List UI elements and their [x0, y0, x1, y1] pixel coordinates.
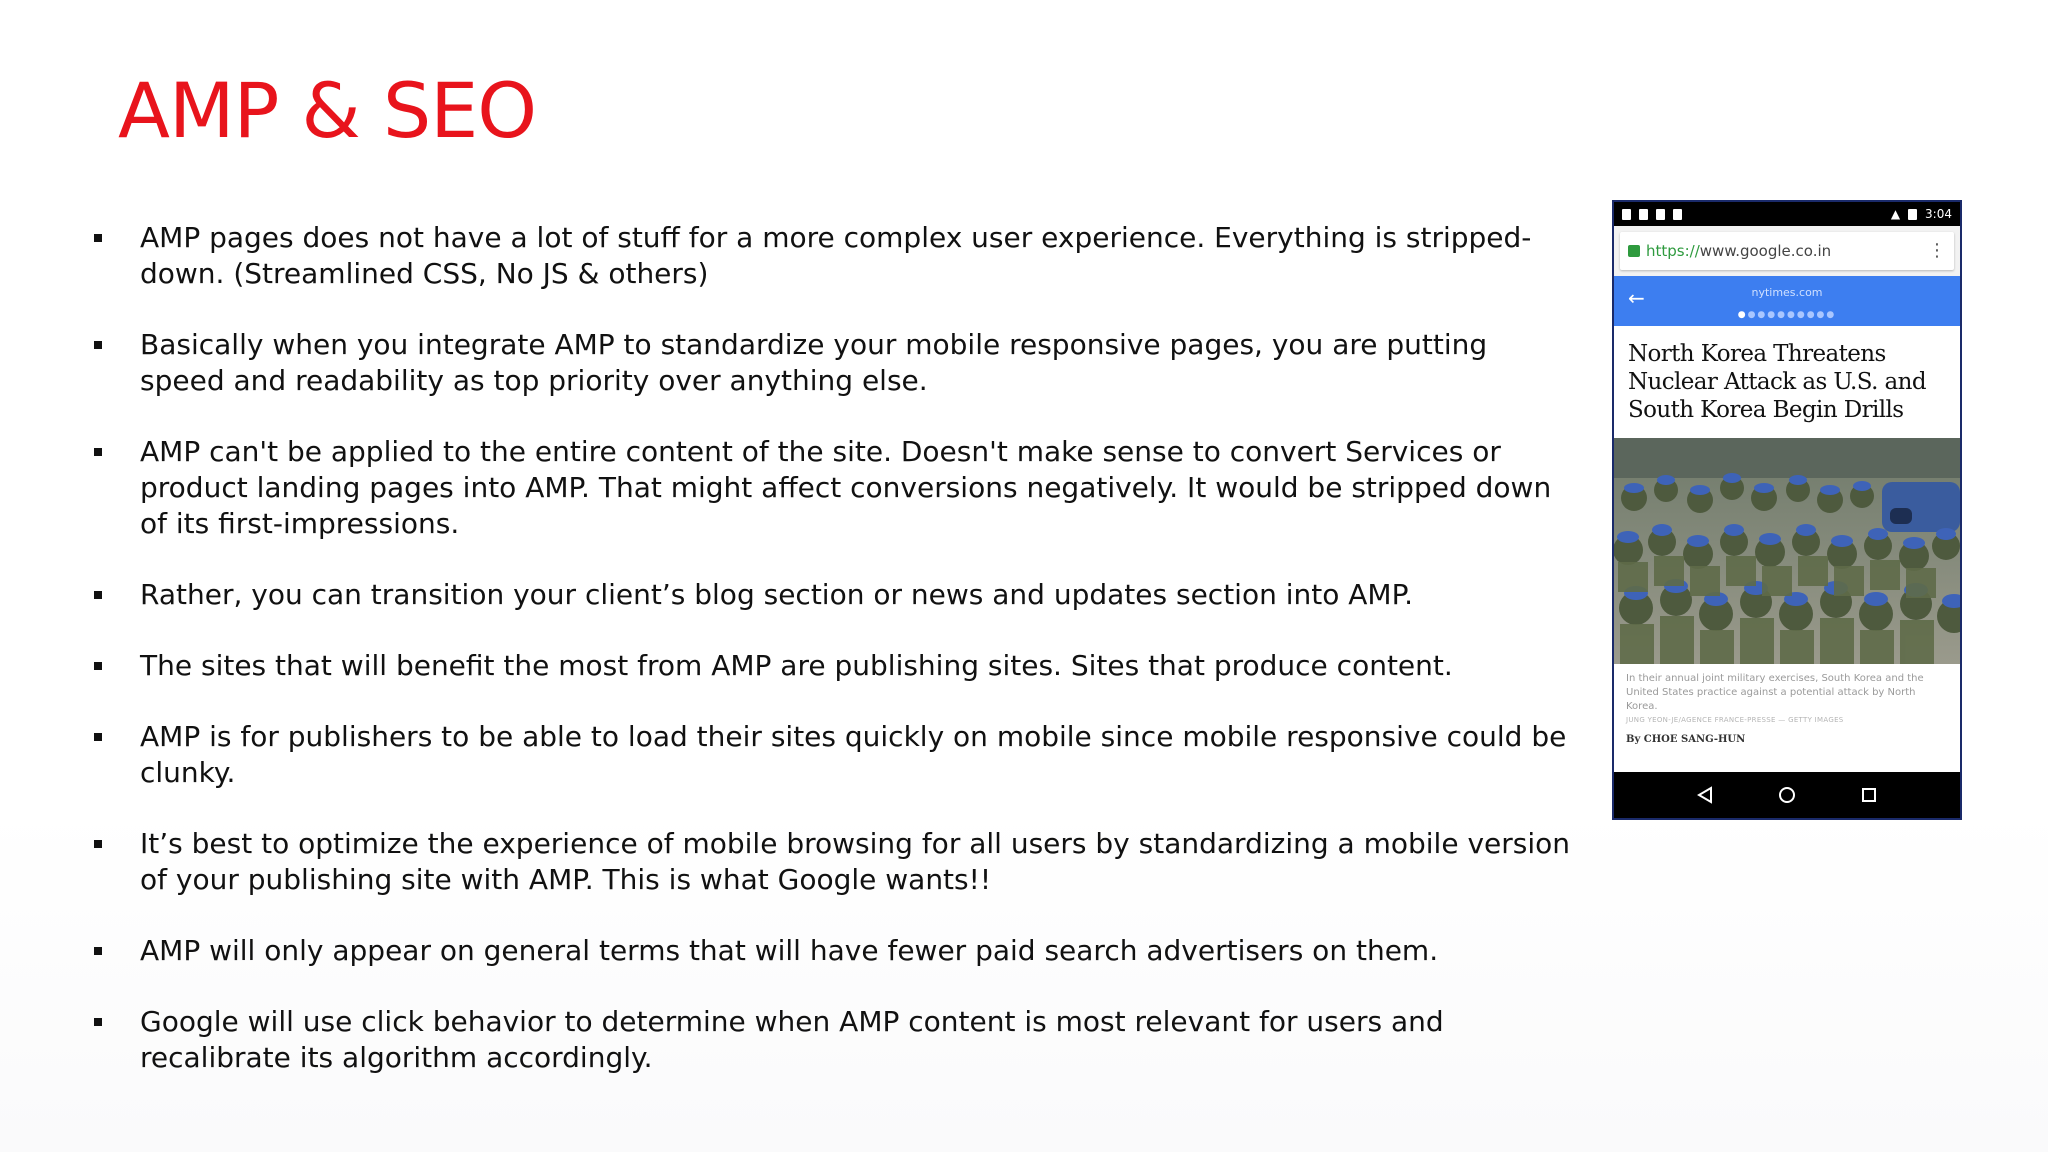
url-scheme: https://: [1646, 242, 1700, 260]
photo-caption: In their annual joint military exercises, South Korea and the United States practice against a potential attack by North Korea.: [1626, 673, 1924, 712]
bullet-text: AMP can't be applied to the entire content of the site. Doesn't make sense to convert Services or product landing pages into AMP. That might affect conversions negatively. It would be stripped down of its first-impressions.: [140, 435, 1552, 540]
article-byline: By CHOE SANG-HUN: [1626, 734, 1746, 745]
bullet-marker: [94, 947, 102, 955]
circle-home-icon[interactable]: [1774, 782, 1800, 808]
amp-domain: nytimes.com: [1751, 286, 1823, 299]
lock-icon: [1628, 245, 1640, 257]
bullet-text: Basically when you integrate AMP to standardize your mobile responsive pages, you are putting speed and readability as top priority over anything else.: [140, 328, 1488, 397]
bullet-item: [92, 648, 1572, 684]
url-host: www.google.co.in: [1699, 242, 1832, 260]
status-bar: [1614, 202, 1960, 226]
bullet-text: Google will use click behavior to determine when AMP content is most relevant for users and recalibrate its algorithm accordingly.: [140, 1005, 1444, 1074]
android-nav-bar: [1614, 772, 1960, 818]
bullet-text: AMP will only appear on general terms that will have fewer paid search advertisers on them.: [140, 934, 1439, 967]
bullet-item: [92, 220, 1572, 292]
bullet-item: [92, 577, 1572, 613]
bullet-text: It’s best to optimize the experience of mobile browsing for all users by standardizing a mobile version of your publishing site with AMP. This is what Google wants!!: [140, 827, 1570, 896]
status-time: 3:04: [1925, 207, 1952, 221]
url-text: [1646, 242, 1831, 260]
bullet-marker: [94, 448, 102, 456]
article-headline[interactable]: North Korea Threatens Nuclear Attack as U.S. and South Korea Begin Drills: [1628, 341, 1926, 423]
bullet-marker: [94, 234, 102, 242]
bullet-text: AMP is for publishers to be able to load their sites quickly on mobile since mobile responsive could be clunky.: [140, 720, 1567, 789]
slide-title: AMP & SEO: [118, 66, 537, 155]
bullet-marker: [94, 1018, 102, 1026]
square-recents-icon[interactable]: [1856, 782, 1882, 808]
bullet-list: [92, 220, 1572, 1111]
camera-icon: [1673, 209, 1682, 220]
triangle-back-icon[interactable]: [1692, 782, 1718, 808]
notification-icon: [1622, 209, 1631, 220]
bullet-text: Rather, you can transition your client’s blog section or news and updates section into AMP.: [140, 578, 1414, 611]
article-photo: [1614, 438, 1960, 664]
url-bar[interactable]: [1620, 232, 1954, 270]
bullet-marker: [94, 591, 102, 599]
notification-icon: [1656, 209, 1665, 220]
kebab-menu-icon[interactable]: ⋮: [1928, 240, 1946, 261]
signal-icon: ▲: [1890, 207, 1901, 221]
status-system-icons: [1891, 207, 1952, 221]
bullet-item: [92, 1004, 1572, 1076]
bullet-text: AMP pages does not have a lot of stuff for a more complex user experience. Everything is stripped-down. (Streamlined CSS, No JS & others): [140, 221, 1532, 290]
carousel-dots: ●●●●●●●●●●: [1737, 310, 1837, 320]
phone-screenshot: [1612, 200, 1962, 820]
notification-icon: [1639, 209, 1648, 220]
bullet-item: [92, 434, 1572, 542]
browser-toolbar: [1614, 226, 1960, 276]
bullet-item: [92, 719, 1572, 791]
battery-icon: [1908, 209, 1917, 220]
bullet-item: [92, 327, 1572, 399]
bullet-item: [92, 933, 1572, 969]
bullet-text: The sites that will benefit the most from AMP are publishing sites. Sites that produce content.: [140, 649, 1453, 682]
back-arrow-icon[interactable]: ←: [1628, 286, 1645, 310]
status-notification-icons: [1622, 209, 1682, 220]
soldiers-photo-icon: [1614, 438, 1960, 664]
bullet-item: [92, 826, 1572, 898]
photo-credit: JUNG YEON-JE/AGENCE FRANCE-PRESSE — GETTY IMAGES: [1626, 716, 1844, 724]
bullet-marker: [94, 840, 102, 848]
bullet-marker: [94, 341, 102, 349]
amp-viewer-header: [1614, 276, 1960, 326]
bullet-marker: [94, 662, 102, 670]
bullet-marker: [94, 733, 102, 741]
